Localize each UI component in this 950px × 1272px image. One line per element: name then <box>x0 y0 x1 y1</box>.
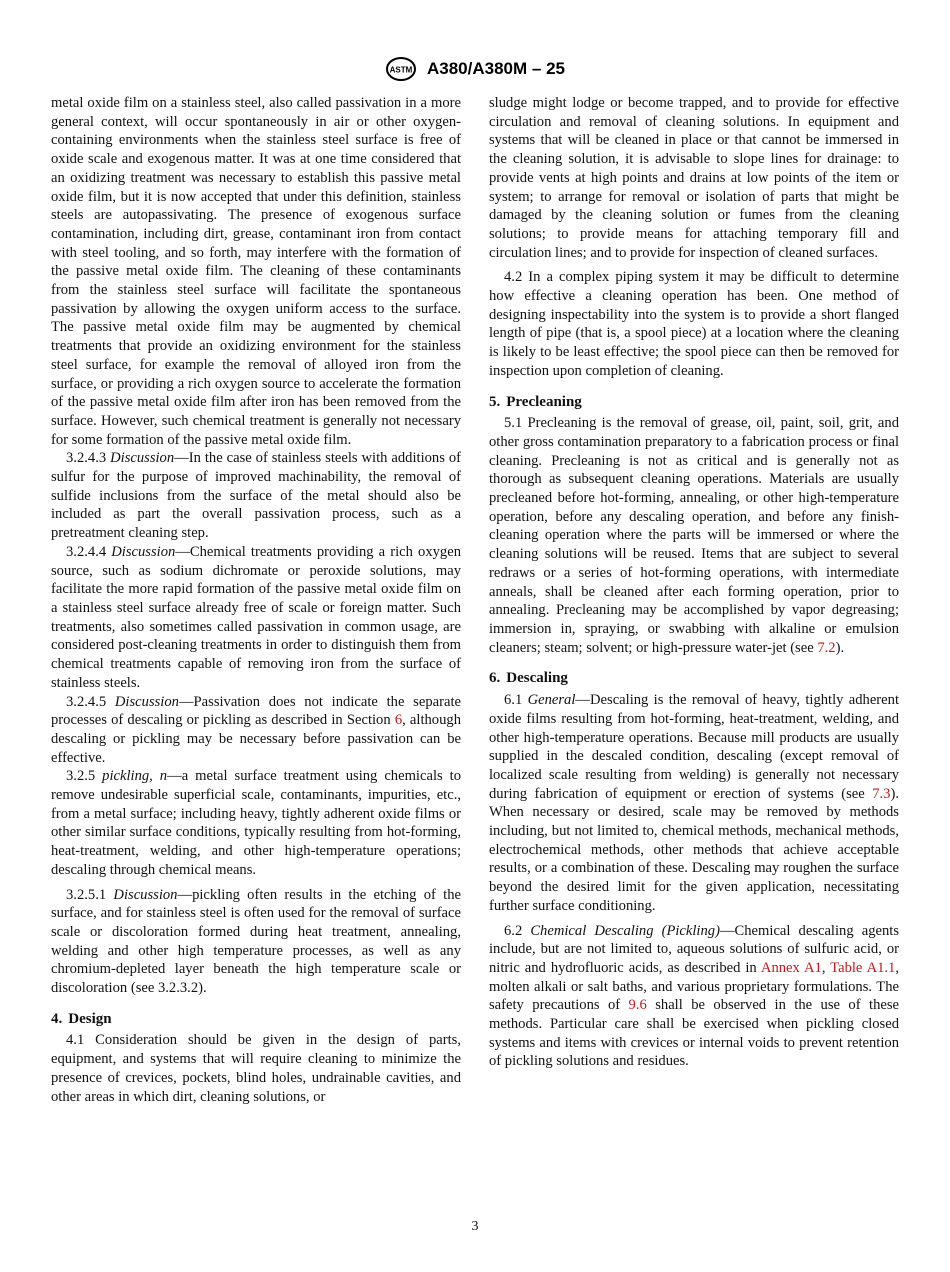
section-3-2-5: 3.2.5 pickling, n—a metal surface treatment using chemicals to remove undesirable superficial scale, contaminants, impurities, etc., from a metal surface; including heavy, tightly adherent oxide films or other similar surface conditions, typically resulting from hot-forming, heat-treatment, welding, and other high-temperature operations; descaling through chemical means. <box>51 768 461 878</box>
heading-precleaning: 5. Precleaning <box>489 393 582 410</box>
page-number: 3 <box>471 1219 479 1234</box>
page-header <box>0 56 950 82</box>
annex-a1-link[interactable]: Annex A1 <box>760 959 822 976</box>
section-3-2-4-5: 3.2.4.5 Discussion—Passivation does not indicate the separate processes of descaling or pickling as described in Section 6, although descaling or pickling may be necessary before passivation can be effective. <box>51 693 461 766</box>
section-5-1: 5.1 Precleaning is the removal of grease, oil, paint, soil, grit, and other gross contamination preparatory to a fabrication process or final cleaning. Precleaning is not as critical and is generally not as thorough as subsequent cleaning operations. Materials are usually precleaned before hot-forming, annealing, or other high-temperature operation, before any descaling operation, and before any finish-cleaning operation where the parts will be immersed or where the cleaning solutions will be reused. Items that are subject to several redraws or a series of hot-forming operations, with intermediate anneals, shall be cleaned after each forming operation, prior to annealing. Precleaning may be accomplished by vapor degreasing; immersion in, spraying, or swabbing with alkaline or emulsion cleaners; steam; solvent; or high-pressure water-jet (see 7.2). <box>489 415 899 656</box>
section-9-6-link[interactable]: 9.6 <box>628 997 647 1014</box>
section-6-link[interactable]: 6 <box>394 712 403 729</box>
document-id: A380/A380M – 25 <box>427 59 565 78</box>
section-4-2: 4.2 In a complex piping system it may be difficult to determine how effective a cleaning operation has been. One method of designing inspectability into the system is to provide a short flanged length of pipe (that is, a spool piece) at a location where the cleaning is likely to be least effective; the spool piece can then be removed for inspection upon completion of cleaning. <box>489 269 899 379</box>
section-7-3-link[interactable]: 7.3 <box>872 785 891 802</box>
section-7-2-link[interactable]: 7.2 <box>817 639 836 656</box>
section-3-2-5-1: 3.2.5.1 Discussion—pickling often results in the etching of the surface, and for stainless steel is often used for the removal of surface scale or discoloration formed during heat treatment, annealing, welding and other high temperature processes, as well as any chromium-depleted layer beneath the high temperature scale or discoloration (see 3.2.3.2). <box>51 886 462 997</box>
left-column <box>51 94 461 1106</box>
heading-descaling: 6. Descaling <box>489 670 568 687</box>
section-3-2-4-4: 3.2.4.4 Discussion—Chemical treatments providing a rich oxygen source, such as sodium dichromate or peroxide solutions, may facilitate the more rapid formation of the passive metal oxide film on a stainless steel surface already free of scale or foreign matter. Such treatments, also sometimes called passivation in common usage, are considered post-cleaning treatments in order to distinguish them from chemical treatments capable of removing iron from the surface of stainless steels. <box>51 543 461 691</box>
section-4-1-continued: sludge might lodge or become trapped, and to provide for effective circulation and removal of cleaning solutions. In equipment and systems that will be cleaned in place or that cannot be immersed in the cleaning solution, it is advisable to slope lines for drainage: to provide vents at high points and drains at low points of the item or system; to arrange for removal or isolation of parts that might be damaged by the cleaning solution or fumes from the cleaning solutions; to provide means for attaching temporary fill and circulation lines; and to provide for inspection of cleaned surfaces. <box>489 95 899 261</box>
heading-design: 4. Design <box>51 1010 112 1027</box>
section-6-1: 6.1 General—Descaling is the removal of heavy, tightly adherent oxide films resulting from hot-forming, heat-treatment, welding, and other high-temperature operations. Because mill products are usually supplied in the descaled condition, descaling (except removal of localized scale resulting from welding) is generally not necessary during fabrication of equipment or erection of systems (see 7.3). When necessary or desired, scale may be removed by methods including, but not limited to, chemical methods, mechanical methods, electrochemical methods, other methods that achieve acceptable results, or a combination of these. Descaling may roughen the surface beyond the desired limit for the given application, necessitating further surface conditioning. <box>489 692 899 914</box>
astm-logo-icon <box>385 57 417 81</box>
section-6-2: 6.2 Chemical Descaling (Pickling)—Chemical descaling agents include, but are not limited to, aqueous solutions of sulfuric acid, or nitric and hydrofluoric acids, as described in Annex A1, Table A1.1, molten alkali or salt baths, and various proprietary formulations. The safety precautions of 9.6 shall be observed in the use of these methods. Particular care shall be exercised when pickling closed systems and items with crevices or internal voids to prevent retention of pickling solutions and residues. <box>489 922 900 1070</box>
section-4-1: 4.1 Consideration should be given in the design of parts, equipment, and systems that will require cleaning to minimize the presence of crevices, pockets, blind holes, undrainable cavities, and other areas in which dirt, cleaning solutions, or <box>51 1032 461 1105</box>
table-a1-1-link[interactable]: Table A1.1 <box>830 959 896 976</box>
section-3-2-4-3: 3.2.4.3 Discussion—In the case of stainless steels with additions of sulfur for the purpose of improved machinability, the removal of sulfide inclusions from the surface of the metal should also be included as part the overall passivation process, such as a pretreatment cleaning step. <box>51 450 461 542</box>
svg-text:ASTM: ASTM <box>389 65 413 75</box>
passivation-paragraph: metal oxide film on a stainless steel, also called passivation in a more general context, will occur spontaneously in air or other oxygen-containing environments when the stainless steel surface is free of oxide scale and exogenous matter. It was at one time considered that an oxidizing treatment was necessary to establish this passive metal oxide film, but it is now accepted that under this definition, stainless steels are autopassivating. The presence of exogenous surface contamination, including dirt, grease, contaminant iron from contact with steel tooling, and so forth, may interfere with the formation of the passive metal oxide film. The cleaning of these contaminants from the stainless steel surface will facilitate the spontaneous passivation by allowing the oxygen uniform access to the surface. The passive metal oxide film may be augmented by chemical treatments that provide an oxidizing environment for the stainless steel surface, for example the removal of alloyed iron from the surface, or providing a rich oxygen source to accelerate the formation of the passive metal oxide film after iron has been removed from the surface. However, such chemical treatment is generally not necessary for some formation of the passive metal oxide film. <box>51 95 461 448</box>
right-column <box>489 94 899 1071</box>
